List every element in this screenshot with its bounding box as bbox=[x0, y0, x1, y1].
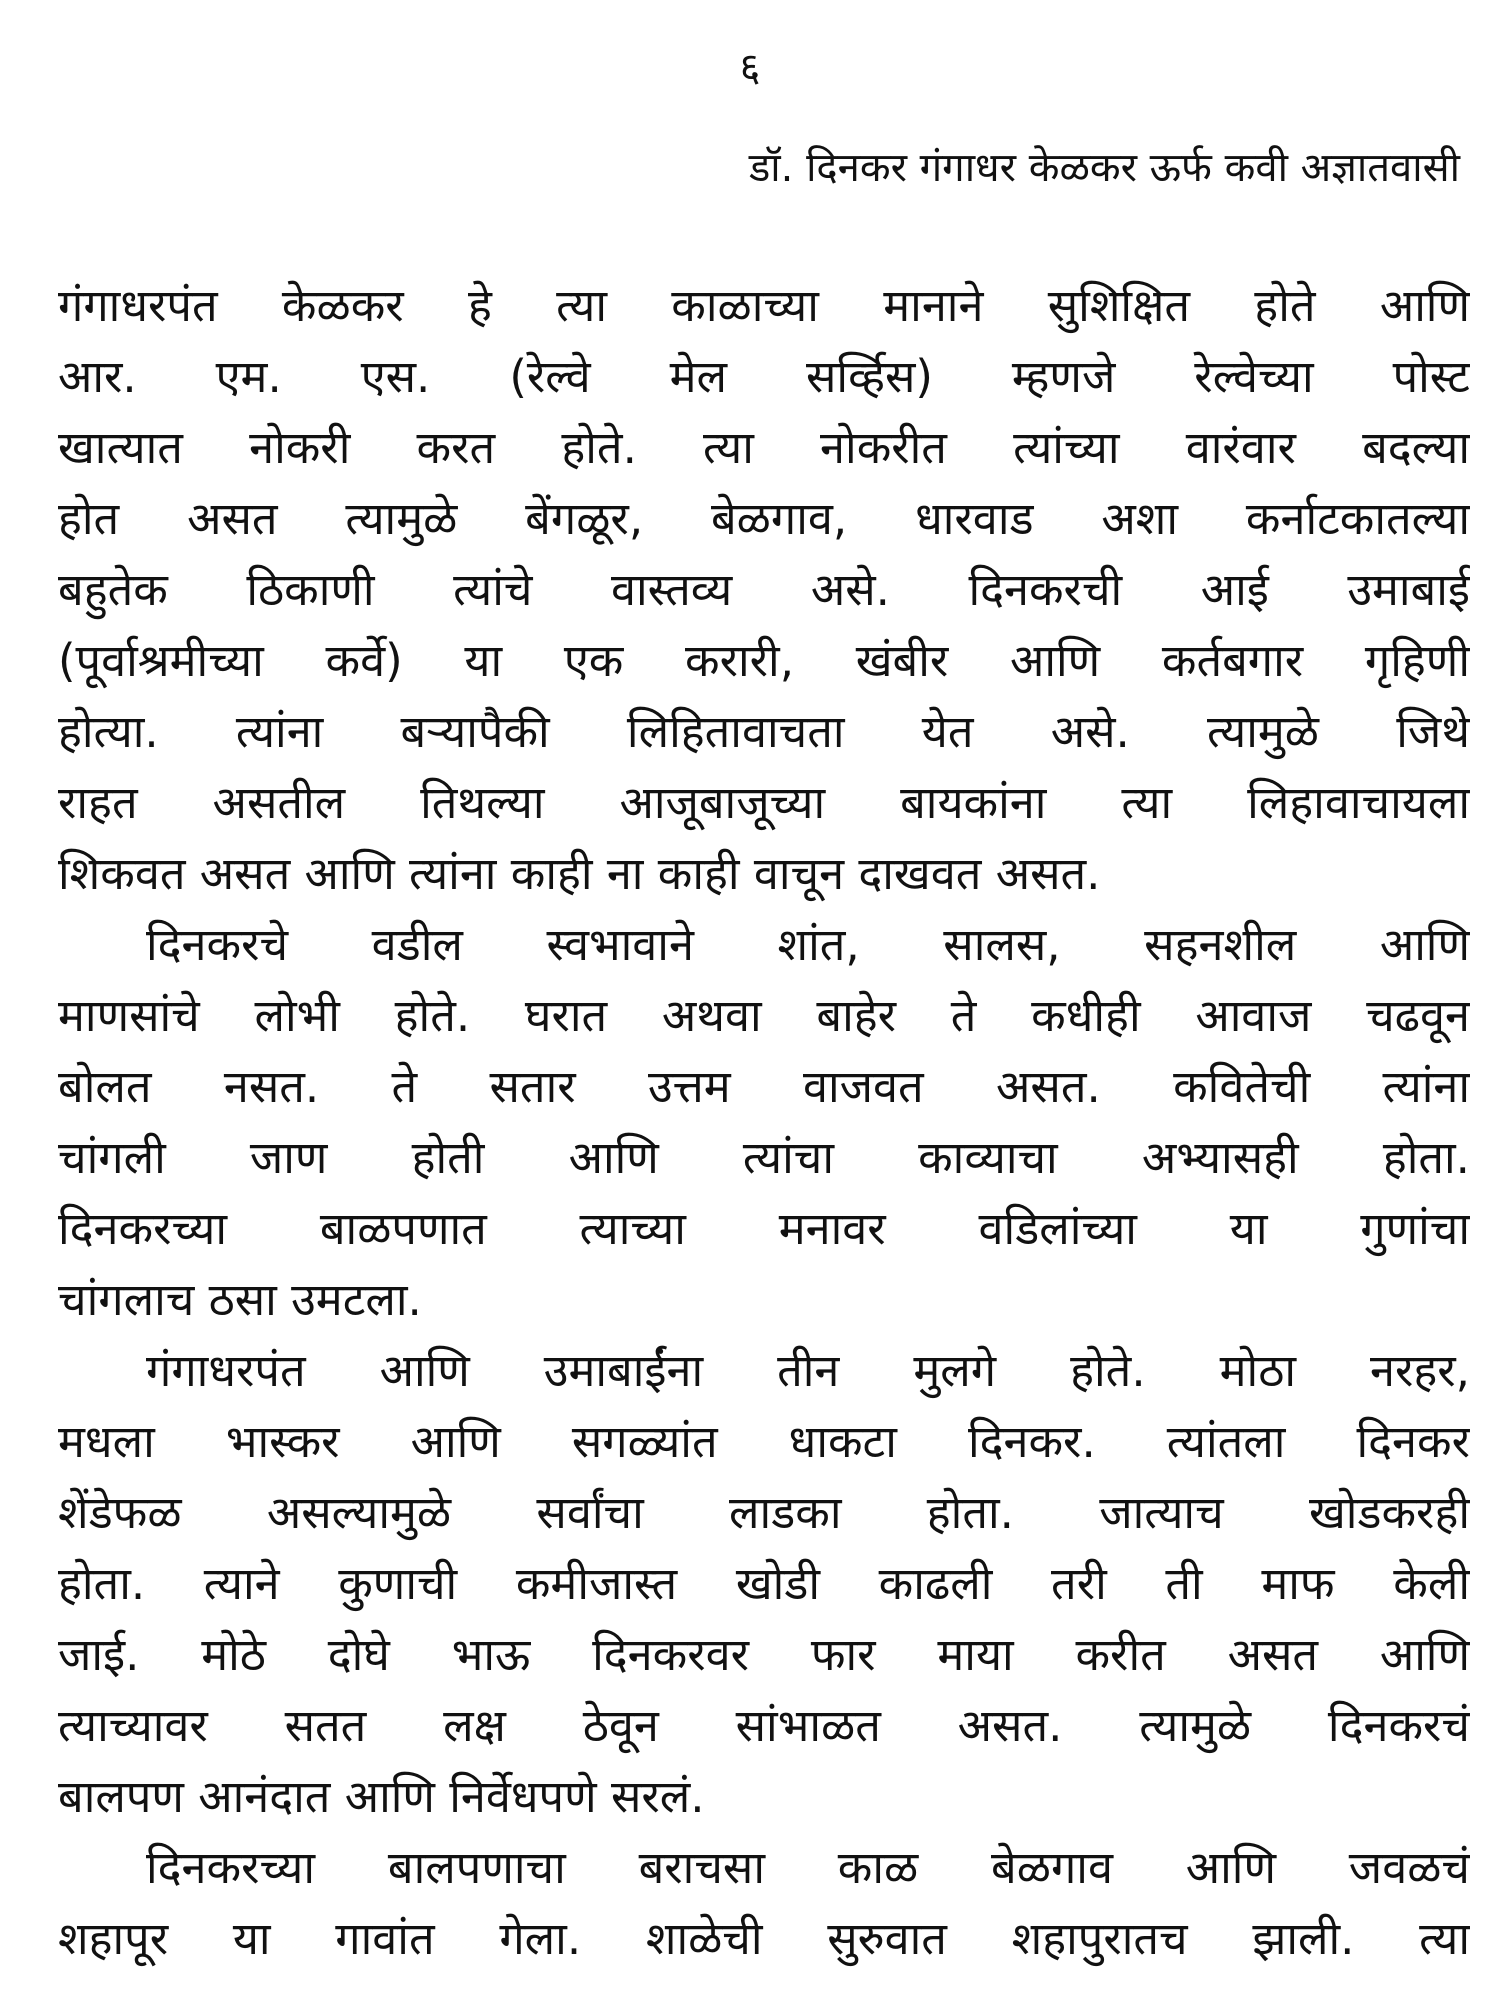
paragraph bbox=[58, 1832, 1470, 1974]
text-line: दिनकरच्या बाळपणात त्याच्या मनावर वडिलांच्या या गुणांचा bbox=[58, 1202, 1470, 1255]
text-line: गंगाधरपंत केळकर हे त्या काळाच्या मानाने सुशिक्षित होते आणि bbox=[58, 279, 1470, 332]
text-line: (पूर्वाश्रमीच्या कर्वे) या एक करारी, खंबीर आणि कर्तबगार गृहिणी bbox=[58, 634, 1470, 687]
text-line: बोलत नसत. ते सतार उत्तम वाजवत असत. कवितेची त्यांना bbox=[58, 1060, 1470, 1113]
text-line: चांगलाच ठसा उमटला. bbox=[58, 1273, 422, 1326]
text-line: माणसांचे लोभी होते. घरात अथवा बाहेर ते कधीही आवाज चढवून bbox=[58, 989, 1470, 1042]
text-line: आर. एम. एस. (रेल्वे मेल सर्व्हिस) म्हणजे रेल्वेच्या पोस्ट bbox=[58, 350, 1470, 403]
text-line: चांगली जाण होती आणि त्यांचा काव्याचा अभ्यासही होता. bbox=[58, 1131, 1470, 1184]
text-line: शहापूर या गावांत गेला. शाळेची सुरुवात शहापुरातच झाली. त्या bbox=[58, 1912, 1470, 1965]
text-line: खात्यात नोकरी करत होते. त्या नोकरीत त्यांच्या वारंवार बदल्या bbox=[58, 421, 1470, 474]
running-header: डॉ. दिनकर गंगाधर केळकर ऊर्फ कवी अज्ञातवासी bbox=[748, 145, 1460, 191]
text-line: बालपण आनंदात आणि निर्वेधपणे सरलं. bbox=[58, 1770, 705, 1823]
text-line: होता. त्याने कुणाची कमीजास्त खोडी काढली तरी ती माफ केली bbox=[58, 1557, 1470, 1610]
page-number: ६ bbox=[739, 45, 761, 91]
text-line: गंगाधरपंत आणि उमाबाईंना तीन मुलगे होते. मोठा नरहर, bbox=[146, 1344, 1470, 1397]
text-line: त्याच्यावर सतत लक्ष ठेवून सांभाळत असत. त्यामुळे दिनकरचं bbox=[58, 1699, 1470, 1752]
text-line: मधला भास्कर आणि सगळ्यांत धाकटा दिनकर. त्यांतला दिनकर bbox=[58, 1415, 1470, 1468]
paragraph bbox=[58, 1335, 1470, 1832]
text-line: जाई. मोठे दोघे भाऊ दिनकरवर फार माया करीत असत आणि bbox=[58, 1628, 1470, 1681]
body-text bbox=[58, 270, 1470, 1974]
paragraph bbox=[58, 270, 1470, 909]
text-line: बहुतेक ठिकाणी त्यांचे वास्तव्य असे. दिनकरची आई उमाबाई bbox=[58, 563, 1470, 616]
text-line: दिनकरच्या बालपणाचा बराचसा काळ बेळगाव आणि जवळचं bbox=[146, 1841, 1470, 1894]
text-line: शिकवत असत आणि त्यांना काही ना काही वाचून दाखवत असत. bbox=[58, 847, 1101, 900]
text-line: शेंडेफळ असल्यामुळे सर्वांचा लाडका होता. जात्याच खोडकरही bbox=[58, 1486, 1470, 1539]
text-line: होत असत त्यामुळे बेंगळूर, बेळगाव, धारवाड अशा कर्नाटकातल्या bbox=[58, 492, 1470, 545]
text-line: राहत असतील तिथल्या आजूबाजूच्या बायकांना त्या लिहावाचायला bbox=[58, 776, 1470, 829]
paragraph bbox=[58, 909, 1470, 1335]
text-line: दिनकरचे वडील स्वभावाने शांत, सालस, सहनशील आणि bbox=[146, 918, 1470, 971]
text-line: होत्या. त्यांना बऱ्यापैकी लिहितावाचता येत असे. त्यामुळे जिथे bbox=[58, 705, 1470, 758]
